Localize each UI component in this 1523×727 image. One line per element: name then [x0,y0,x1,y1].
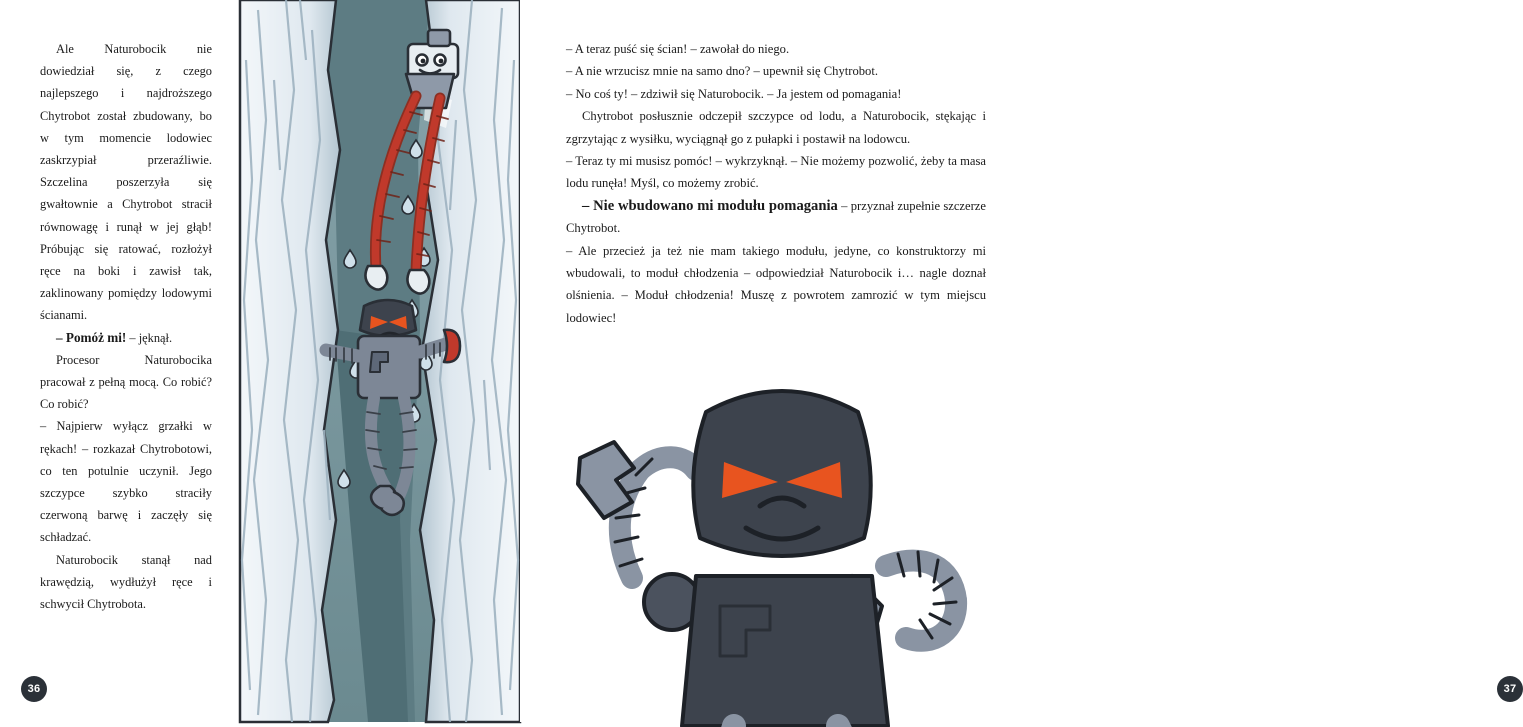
left-page-text-column [40,38,212,615]
paragraph: – Teraz ty mi musisz pomóc! – wykrzyknął. – Nie możemy pozwolić, żeby ta masa lodu runęła! Myśl, co możemy zrobić. [566,154,986,191]
paragraph: – No coś ty! – zdziwił się Naturobocik. – Ja jestem od pomagania! [566,86,902,101]
bold-dialog-lead: – Nie wbudowano mi modułu pomagania [582,197,838,214]
illustration-angry-robot [520,330,1024,722]
paragraph-bold-lead [40,327,212,349]
paragraph: Naturobocik stanął nad krawędzią, wydłużył ręce i schwycił Chytrobota. [40,552,212,612]
page-number-left: 36 [21,676,47,702]
paragraph: – A nie wrzucisz mnie na samo dno? – upewnił się Chytrobot. [566,64,878,79]
paragraph: Ale Naturobocik nie dowiedział się, z czego najlepszego i najdroższego Chytrobot został zbudowany, bo w tym momencie lodowiec zaskrzypiał przeraźliwie. Szczelina poszerzyła się gwałtownie a Chytrobot stracił równowagę i runął w jej głąb! Próbując się ratować, rozłożył ręce na boki i zawisł tak, zaklinowany pomiędzy lodowymi ścianami. [40,42,212,323]
paragraph-bold-lead [566,195,986,240]
right-page-text-column [566,38,986,329]
crevasse-scene-svg [240,0,520,722]
left-page [0,0,240,722]
bold-dialog-lead: – Pomóż mi! [56,329,127,345]
page-number-right: 37 [1497,676,1523,702]
paragraph: Chytrobot posłusznie odczepił szczypce od lodu, a Naturobocik, stękając i zgrzytając z wysiłku, wyciągnął go z pułapki i postawił na lodowcu. [566,109,986,146]
angry-robot-svg [520,330,1024,722]
illustration-crevasse [240,0,520,722]
bold-dialog-tail: – przyznał zupełnie szczerze Chytrobot. [566,198,986,236]
paragraph: – Ale przecież ja też nie mam takiego modułu, jedyne, co konstruktorzy mi wbudowali, to moduł chłodzenia – odpowiedział Naturobocik i… nagle doznał olśnienia. – Moduł chłodzenia! Muszę z powrotem zamrozić w tym miejscu lodowiec! [566,243,986,325]
paragraph: – A teraz puść się ścian! – zawołał do niego. [566,42,790,56]
paragraph: – Najpierw wyłącz grzałki w rękach! – rozkazał Chytrobotowi, co ten potulnie uczynił. Jego szczypce szybko straciły czerwoną barwę i zaczęły się schładzać. [40,419,212,545]
paragraph: Procesor Naturobocika pracował z pełną mocą. Co robić? Co robić? [40,352,212,412]
bold-dialog-tail: – jęknął. [126,330,173,345]
